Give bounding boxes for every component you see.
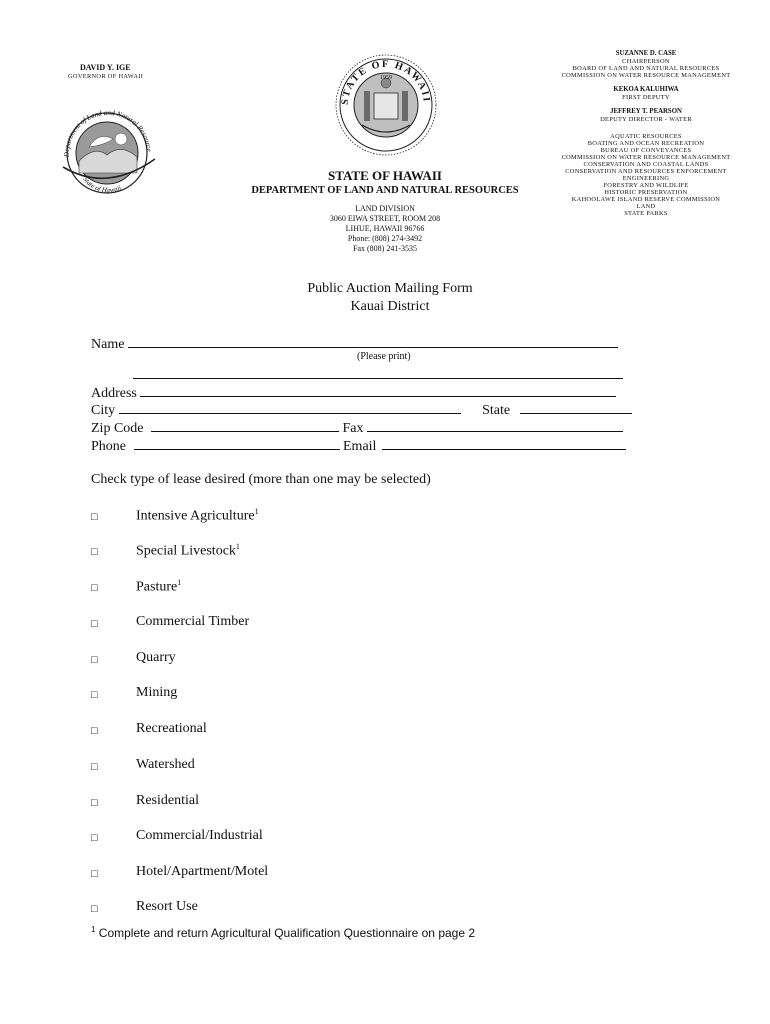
fax-field[interactable] <box>367 417 623 432</box>
division-item: BOATING AND OCEAN RECREATION <box>587 140 705 147</box>
governor-title: GOVERNOR OF HAWAII <box>68 73 144 80</box>
address-line: LAND DIVISION <box>355 204 415 213</box>
checkbox-special-livestock[interactable]: □ <box>91 546 98 558</box>
address-line: Fax (808) 241-3535 <box>353 244 417 253</box>
footnote-mark: 1 <box>91 925 96 934</box>
city-label: City <box>91 403 116 418</box>
zip-fax-row <box>91 417 623 437</box>
footnote-text: Complete and return Agricultural Qualification Questionnaire on page 2 <box>98 926 476 940</box>
form-title-block <box>230 280 550 316</box>
division-list <box>560 133 732 217</box>
option-label: Intensive Agriculture$^1$ <box>136 507 259 524</box>
division-item: LAND <box>636 203 656 210</box>
checkbox-intensive-agriculture[interactable]: □ <box>91 511 98 523</box>
checkbox-mining[interactable]: □ <box>91 689 98 701</box>
deputy2-title: DEPUTY DIRECTOR - WATER <box>600 116 692 123</box>
zip-label: Zip Code <box>91 421 144 436</box>
address-field[interactable] <box>140 382 616 397</box>
division-item: CONSERVATION AND RESOURCES ENFORCEMENT <box>565 168 727 175</box>
footnote-ref: 1 <box>177 578 182 587</box>
officials-block <box>560 50 732 217</box>
option-label: Watershed <box>136 757 195 772</box>
checkbox-recreational[interactable]: □ <box>91 725 98 737</box>
form-subtitle: Kauai District <box>350 299 430 314</box>
option-label: Commercial/Industrial <box>136 828 263 843</box>
option-label: Pasture$^1$ <box>136 578 182 595</box>
checkbox-resort-use[interactable]: □ <box>91 903 98 915</box>
division-item: COMMISSION ON WATER RESOURCE MANAGEMENT <box>561 154 731 161</box>
state-seal <box>334 53 438 157</box>
department-heading: DEPARTMENT OF LAND AND NATURAL RESOURCES <box>251 185 519 196</box>
option-label: Hotel/Apartment/Motel <box>136 864 269 879</box>
deputy-title: FIRST DEPUTY <box>622 94 670 101</box>
chair-title-2: BOARD OF LAND AND NATURAL RESOURCES <box>572 65 720 72</box>
footnote-ref: 1 <box>254 507 259 516</box>
division-item: FORESTRY AND WILDLIFE <box>603 182 689 189</box>
option-label: Quarry <box>136 650 176 665</box>
checkbox-watershed[interactable]: □ <box>91 761 98 773</box>
email-label: Email <box>343 439 377 454</box>
address-label: Address <box>91 386 137 401</box>
city-field[interactable] <box>119 399 461 414</box>
state-heading: STATE OF HAWAII <box>328 168 442 183</box>
checkbox-pasture[interactable]: □ <box>91 582 98 594</box>
footnote <box>91 925 475 940</box>
division-item: AQUATIC RESOURCES <box>610 133 682 140</box>
deputy2-name: JEFFREY T. PEARSON <box>610 108 682 115</box>
address-block <box>230 204 540 254</box>
form-title: Public Auction Mailing Form <box>307 281 473 296</box>
division-item: ENGINEERING <box>622 175 670 182</box>
checkbox-quarry[interactable]: □ <box>91 654 98 666</box>
address-line: 3060 EIWA STREET, ROOM 208 <box>329 214 441 223</box>
state-seal-text: STATE OF HAWAII <box>339 58 433 106</box>
option-label: Recreational <box>136 721 207 736</box>
address-line: Phone: (808) 274-3492 <box>347 234 423 243</box>
governor-name: DAVID Y. IGE <box>80 63 131 72</box>
division-item: CONSERVATION AND COASTAL LANDS <box>583 161 709 168</box>
state-label: State <box>482 403 511 418</box>
checkbox-residential[interactable]: □ <box>91 797 98 809</box>
division-item: STATE PARKS <box>624 210 668 217</box>
email-field[interactable] <box>382 435 626 450</box>
chair-title-3: COMMISSION ON WATER RESOURCE MANAGEMENT <box>561 72 731 79</box>
option-label: Mining <box>136 685 178 700</box>
phone-label: Phone <box>91 439 126 454</box>
division-item: BUREAU OF CONVEYANCES <box>600 147 692 154</box>
name-field[interactable] <box>128 333 618 348</box>
phone-email-row <box>91 435 626 455</box>
option-label: Special Livestock$^1$ <box>136 542 240 559</box>
phone-field[interactable] <box>134 435 340 450</box>
name-row <box>91 333 618 353</box>
footnote-ref: 1 <box>235 542 240 551</box>
chair-name: SUZANNE D. CASE <box>615 50 677 57</box>
zip-field[interactable] <box>151 417 339 432</box>
option-label: Residential <box>136 793 199 808</box>
option-label: Resort Use <box>136 899 198 914</box>
checkbox-commercial-timber[interactable]: □ <box>91 618 98 630</box>
division-item: KAHOOLAWE ISLAND RESERVE COMMISSION <box>571 196 721 203</box>
dlnr-seal-bottom-text: State of Hawaii <box>81 175 123 195</box>
dlnr-seal <box>55 95 160 205</box>
address-line: LIHUE, HAWAII 96766 <box>345 224 425 233</box>
chair-title-1: CHAIRPERSON <box>622 58 670 65</box>
lease-type-instructions: Check type of lease desired (more than one may be selected) <box>91 472 431 487</box>
name-field-line2[interactable] <box>133 364 623 379</box>
please-print-note: (Please print) <box>357 351 411 362</box>
deputy-name: KEKOA KALUHIWA <box>613 86 679 93</box>
city-state-row <box>91 399 632 419</box>
option-label: Commercial Timber <box>136 614 250 629</box>
checkbox-commercial-industrial[interactable]: □ <box>91 832 98 844</box>
letterhead <box>230 168 540 254</box>
dlnr-seal-text: Department of Land and Natural Resource <box>62 108 154 158</box>
name-label: Name <box>91 337 125 352</box>
division-item: HISTORIC PRESERVATION <box>604 189 688 196</box>
state-seal-year: 1959 <box>380 75 392 81</box>
checkbox-hotel-apartment-motel[interactable]: □ <box>91 868 98 880</box>
state-field[interactable] <box>520 399 632 414</box>
fax-label: Fax <box>342 421 364 436</box>
